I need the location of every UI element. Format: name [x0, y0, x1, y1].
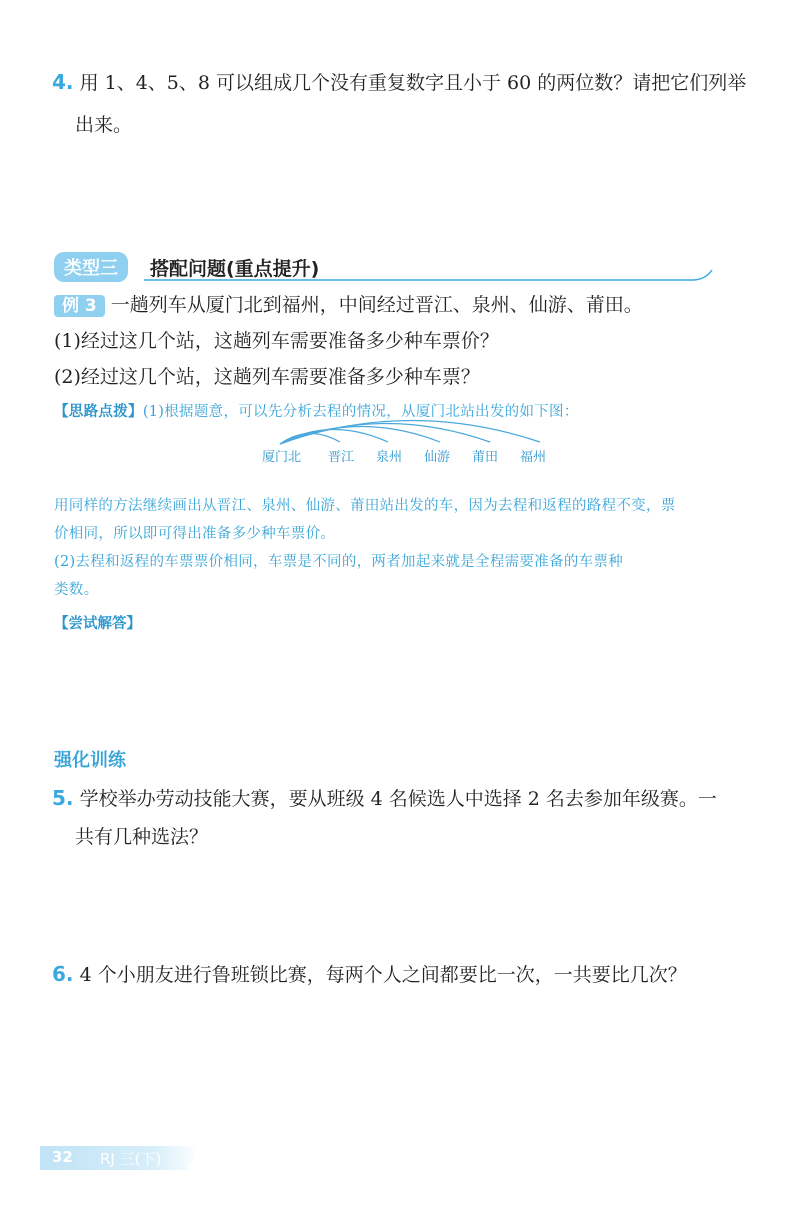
type-badge: 类型三	[54, 252, 128, 282]
example-3	[54, 290, 643, 317]
route-arcs	[258, 418, 558, 448]
station-jinjiang: 晋江	[328, 450, 355, 465]
book-label: RJ 三(下)	[100, 1150, 162, 1168]
example-q2: (2)经过这几个站，这趟列车需要准备多少种车票？	[54, 366, 480, 388]
section-underline	[54, 266, 714, 282]
question-text: 4 个小朋友进行鲁班锁比赛，每两个人之间都要比一次，一共要比几次？	[79, 964, 687, 986]
station-xianyou: 仙游	[424, 450, 451, 465]
hint-text: (1)根据题意，可以先分析去程的情况，从厦门北站出发的如下图：	[142, 404, 579, 420]
question-text: 用 1、4、5、8 可以组成几个没有重复数字且小于 60 的两位数？请把它们列举	[79, 72, 747, 94]
section-header-type3	[54, 252, 714, 282]
hint-line5: 类数。	[54, 582, 99, 598]
question-number: 4.	[52, 70, 74, 94]
station-putian: 莆田	[472, 450, 499, 465]
training-title: 强化训练	[54, 750, 126, 771]
hint-line3: 价相同，所以即可得出准备多少种车票价。	[54, 526, 336, 542]
question-5	[52, 784, 772, 811]
page-number: 32	[52, 1148, 73, 1166]
section-title: 搭配问题(重点提升)	[150, 258, 320, 280]
hint-tag: 【思路点拨】	[54, 404, 143, 420]
hint-line2: 用同样的方法继续画出从晋江、泉州、仙游、莆田站出发的车，因为去程和返程的路程不变，票	[54, 498, 676, 514]
hint-line4: (2)去程和返程的车票票价相同，车票是不同的，两者加起来就是全程需要准备的车票种	[54, 554, 624, 570]
example-text: 一趟列车从厦门北到福州，中间经过晋江、泉州、仙游、莆田。	[110, 294, 643, 316]
station-quanzhou: 泉州	[376, 450, 403, 465]
question-number: 5.	[52, 786, 74, 810]
question-4-line2: 出来。	[75, 114, 133, 136]
route-diagram	[258, 418, 558, 468]
station-xiamenbei: 厦门北	[262, 450, 302, 465]
question-4	[52, 68, 772, 95]
question-5-line2: 共有几种选法？	[75, 826, 209, 848]
question-number: 6.	[52, 962, 74, 986]
example-badge: 例 3	[54, 295, 105, 317]
try-answer-tag: 【尝试解答】	[54, 616, 141, 632]
question-text: 学校举办劳动技能大赛，要从班级 4 名候选人中选择 2 名去参加年级赛。一	[79, 788, 717, 810]
example-q1: (1)经过这几个站，这趟列车需要准备多少种车票价？	[54, 330, 499, 352]
question-6	[52, 960, 772, 987]
station-fuzhou: 福州	[520, 450, 547, 465]
